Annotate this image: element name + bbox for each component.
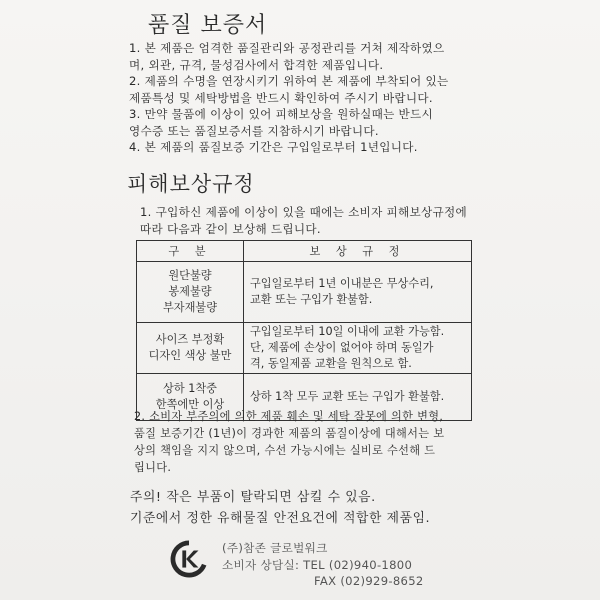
compensation-title: 피해보상규정 (127, 172, 255, 196)
kc-certification-icon (170, 540, 208, 578)
category-text: 디자인 색상 불만 (148, 349, 232, 362)
warranty-line: 제품특성 및 세탁방법을 반드시 확인하여 주시기 바랍니다. (129, 90, 433, 105)
warranty-line: 영수증 또는 품질보증서를 지참하시기 바랍니다. (129, 123, 379, 138)
column-header-rule: 보 상 규 정 (244, 241, 472, 262)
table-header-row (137, 241, 472, 262)
rule-text: 구입일로부터 10일 이내에 교환 가능함. (250, 325, 445, 338)
category-text: 사이즈 부정확 (155, 333, 225, 346)
company-info (222, 540, 462, 590)
warranty-list (129, 40, 589, 156)
note-line: 품질 보증기간 (1년)이 경과한 제품의 품질이상에 대해서는 보 (134, 427, 445, 440)
intro-line: 1. 구입하신 제품에 이상이 있을 때에는 소비자 피해보상규정에 (140, 205, 468, 219)
category-cell (137, 323, 244, 374)
compensation-intro (140, 204, 580, 237)
intro-line: 따라 다음과 같이 보상해 드립니다. (140, 221, 321, 236)
category-text: 부자재불량 (162, 301, 218, 314)
rule-text: 상하 1착 모두 교환 또는 구입가 환불함. (250, 390, 445, 403)
category-text: 원단불량 (168, 269, 212, 282)
warranty-title: 품질 보증서 (148, 13, 268, 38)
rule-text: 단, 제품에 손상이 없어야 하며 동일가 (250, 341, 434, 354)
warranty-line: 2. 제품의 수명을 연장시키기 위하여 본 제품에 부착되어 있는 (129, 74, 449, 88)
compensation-table (136, 240, 472, 421)
table-row (137, 262, 472, 323)
rule-text: 구입일로부터 1년 이내분은 무상수리, (250, 277, 434, 290)
warranty-line: 며, 외관, 규격, 물성검사에서 합격한 제품입니다. (129, 57, 384, 72)
column-header-category: 구 분 (137, 241, 244, 262)
company-phone: 소비자 상담실: TEL (02)940-1800 (222, 557, 413, 572)
category-text: 봉제불량 (168, 285, 212, 298)
company-fax: FAX (02)929-8652 (314, 574, 424, 588)
rule-cell (244, 262, 472, 323)
note-line: 2. 소비자 부주의에 의한 제품 훼손 및 세탁 잘못에 의한 변형, (134, 410, 444, 423)
warning-line: 주의! 작은 부품이 탈락되면 삼킬 수 있음. (130, 490, 376, 505)
rule-text: 격, 동일제품 교환을 원칙으로 함. (250, 357, 412, 370)
rule-text: 교환 또는 구입가 환불함. (250, 293, 373, 306)
category-cell (137, 262, 244, 323)
note-line: 립니다. (134, 461, 172, 474)
company-name: (주)참존 글로벌워크 (222, 541, 328, 555)
warranty-line: 4. 본 제품의 품질보증 기간은 구입일로부터 1년입니다. (129, 140, 418, 154)
table-row (137, 323, 472, 374)
category-text: 상하 1착중 (163, 382, 217, 395)
warning-line: 기준에서 정한 유해물질 안전요건에 적합한 제품임. (130, 511, 431, 526)
category-text: 한쪽에만 이상 (155, 398, 225, 411)
rule-cell (244, 323, 472, 374)
compensation-notes (134, 408, 584, 476)
note-line: 상의 책임을 지지 않으며, 수선 가능시에는 실비로 수선해 드 (134, 444, 436, 457)
warning-block (130, 487, 590, 529)
warranty-line: 3. 만약 물품에 이상이 있어 피해보상을 원하실때는 반드시 (129, 107, 434, 121)
warranty-line: 1. 본 제품은 엄격한 품질관리와 공정관리를 거쳐 제작하였으 (129, 41, 445, 55)
